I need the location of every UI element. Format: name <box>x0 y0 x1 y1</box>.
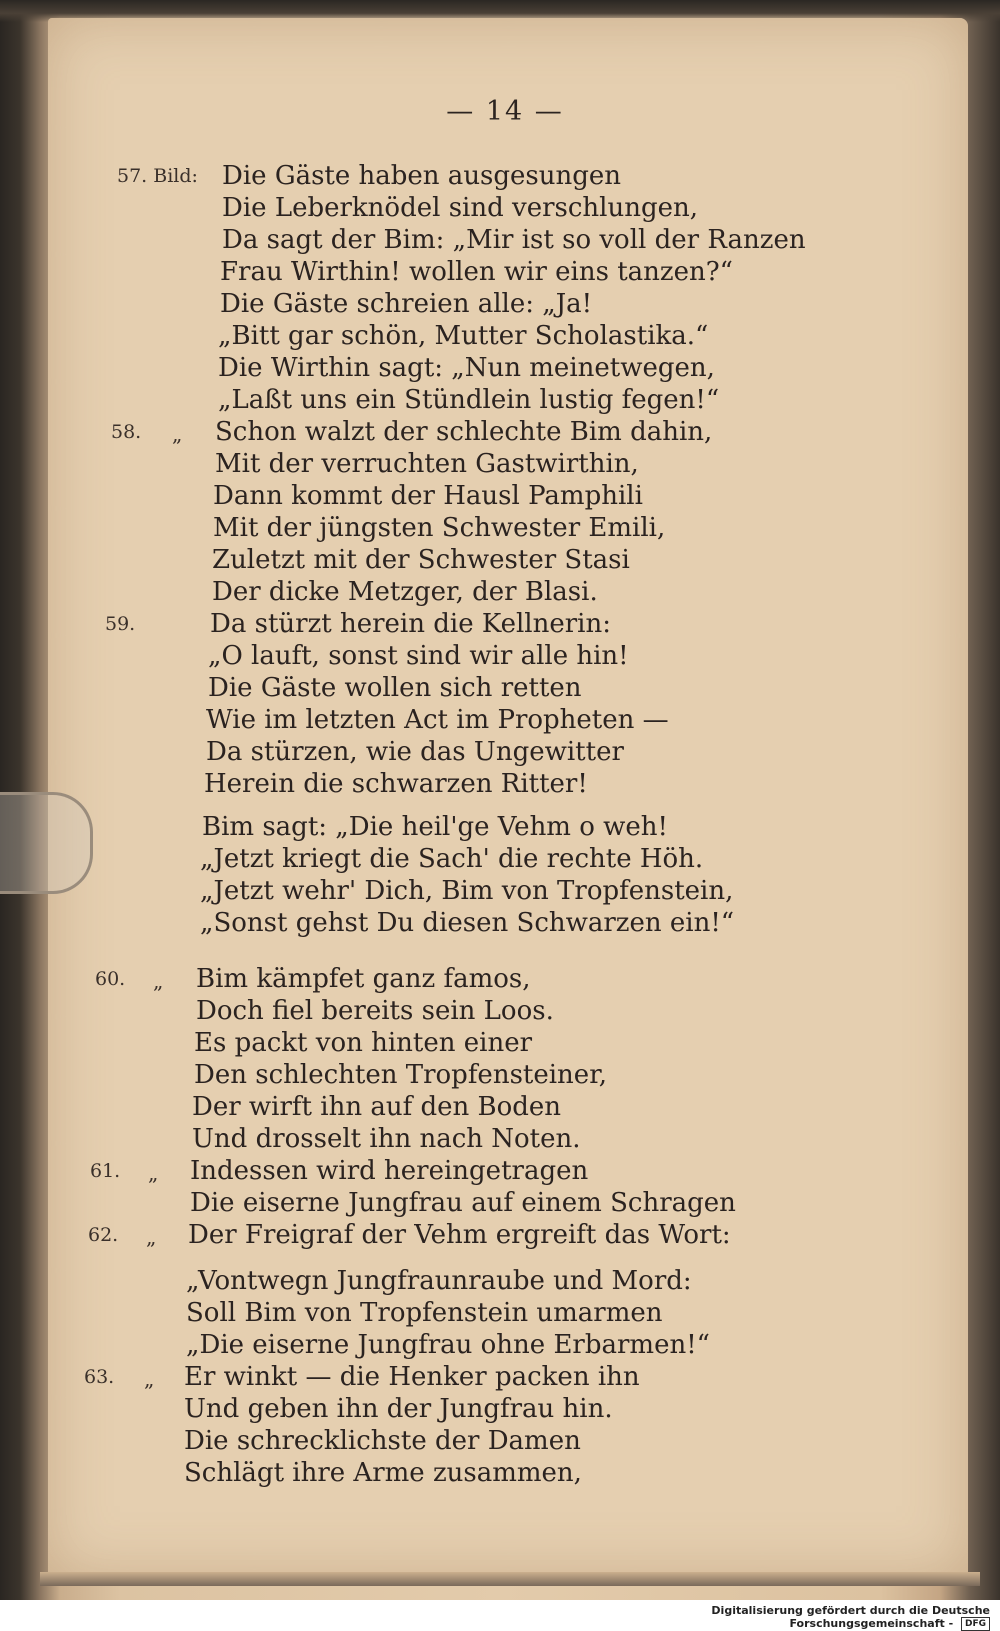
ditto-mark: „ <box>148 1161 159 1185</box>
verse-line: Mit der verruchten Gastwirthin, <box>215 449 639 479</box>
verse-line: Die Gäste haben ausgesungen <box>222 161 622 191</box>
ditto-mark: „ <box>172 422 183 446</box>
verse-line: Da stürzen, wie das Ungewitter <box>206 737 624 767</box>
verse-line: „Jetzt wehr' Dich, Bim von Tropfenstein, <box>200 876 734 906</box>
verse-line: Die eiserne Jungfrau auf einem Schragen <box>190 1188 736 1218</box>
verse-line: Die schrecklichste der Damen <box>184 1426 581 1456</box>
verse-line: Soll Bim von Tropfenstein umarmen <box>186 1298 663 1328</box>
verse-line: Und drosselt ihn nach Noten. <box>192 1124 581 1154</box>
dfg-logo: DFG <box>961 1617 990 1631</box>
verse-line: Bim sagt: „Die heil'ge Vehm o weh! <box>202 812 668 842</box>
verse-line: Die Gäste schreien alle: „Ja! <box>220 289 593 319</box>
verse-line: Dann kommt der Hausl Pamphili <box>213 481 643 511</box>
verse-line: „Jetzt kriegt die Sach' die rechte Höh. <box>200 844 704 874</box>
verse-line: Es packt von hinten einer <box>194 1028 533 1058</box>
bookmark-clip <box>0 792 93 894</box>
verse-line: Den schlechten Tropfensteiner, <box>194 1060 608 1090</box>
page-number: — 14 — <box>446 96 564 127</box>
verse-line: Mit der jüngsten Schwester Emili, <box>213 513 666 543</box>
verse-line: „Die eiserne Jungfrau ohne Erbarmen!“ <box>186 1330 710 1360</box>
verse-line: Da stürzt herein die Kellnerin: <box>210 609 611 639</box>
verse-line: „Vontwegn Jungfraunraube und Mord: <box>186 1266 692 1296</box>
verse-line: „Bitt gar schön, Mutter Scholastika.“ <box>218 321 709 351</box>
footer-text: Digitalisierung gefördert durch die Deutsche Forschungsgemeinschaft - <box>711 1604 990 1630</box>
verse-line: „Laßt uns ein Stündlein lustig fegen!“ <box>218 385 720 415</box>
ditto-mark: „ <box>146 1225 157 1249</box>
verse-line: Die Gäste wollen sich retten <box>208 673 582 703</box>
page-bottom-edge <box>40 1572 980 1586</box>
stanza-marker: 63. <box>84 1366 115 1388</box>
verse-line: Der dicke Metzger, der Blasi. <box>212 577 598 607</box>
verse-line: Und geben ihn der Jungfrau hin. <box>184 1394 613 1424</box>
verse-line: Zuletzt mit der Schwester Stasi <box>212 545 630 575</box>
verse-line: Wie im letzten Act im Propheten — <box>206 705 669 735</box>
stanza-marker: 60. <box>95 968 126 990</box>
stanza-marker: 57. Bild: <box>117 165 198 187</box>
verse-line: Die Leberknödel sind verschlungen, <box>222 193 698 223</box>
verse-line: Schon walzt der schlechte Bim dahin, <box>215 417 713 447</box>
verse-line: Der Freigraf der Vehm ergreift das Wort: <box>188 1220 731 1250</box>
verse-line: Bim kämpfet ganz famos, <box>196 964 531 994</box>
verse-line: Herein die schwarzen Ritter! <box>204 769 588 799</box>
ditto-mark: „ <box>144 1367 155 1391</box>
stanza-marker: 58. <box>111 421 142 443</box>
verse-line: Da sagt der Bim: „Mir ist so voll der Ranzen <box>222 225 806 255</box>
stanza-marker: 59. <box>105 613 136 635</box>
verse-line: Frau Wirthin! wollen wir eins tanzen?“ <box>220 257 733 287</box>
verse-line: Indessen wird hereingetragen <box>190 1156 589 1186</box>
ditto-mark: „ <box>153 969 164 993</box>
stanza-marker: 61. <box>90 1160 121 1182</box>
verse-line: Schlägt ihre Arme zusammen, <box>184 1458 582 1488</box>
verse-line: „Sonst gehst Du diesen Schwarzen ein!“ <box>200 908 735 938</box>
footer-credit <box>600 1604 990 1631</box>
verse-line: Er winkt — die Henker packen ihn <box>184 1362 640 1392</box>
verse-line: „O lauft, sonst sind wir alle hin! <box>208 641 629 671</box>
verse-line: Der wirft ihn auf den Boden <box>192 1092 562 1122</box>
verse-line: Doch fiel bereits sein Loos. <box>196 996 554 1026</box>
verse-line: Die Wirthin sagt: „Nun meinetwegen, <box>218 353 715 383</box>
stanza-marker: 62. <box>88 1224 119 1246</box>
